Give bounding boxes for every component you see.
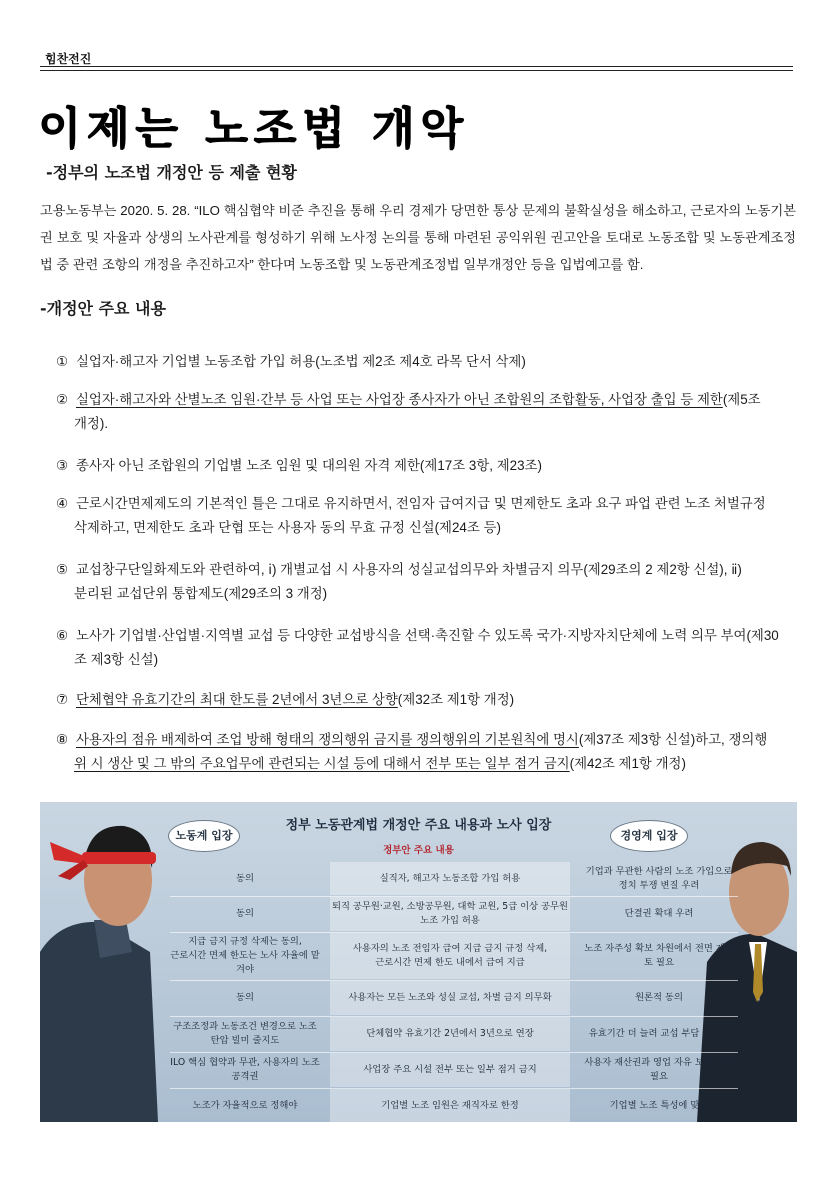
item-text: 종사자 아닌 조합원의 기업별 노조 임원 및 대의원 자격 제한(제17조 3항, 제23조) <box>76 458 542 473</box>
item-number: ⑤ <box>56 562 69 577</box>
section-heading: -개정안 주요 내용 <box>40 299 166 318</box>
item-text: (제5조 <box>722 392 761 407</box>
item-number: ⑥ <box>56 628 69 643</box>
item-underlined-text: 위 시 생산 및 그 밖의 주요업무에 관련되는 시설 등에 대해서 전부 또는 일부 점거 금지 <box>74 756 570 771</box>
gov-cell: 퇴직 공무원·교원, 소방공무원, 대학 교원, 5급 이상 공무원 노조 가입 허용 <box>330 897 570 931</box>
item-text: 노사가 기업별·산업별·지역별 교섭 등 다양한 교섭방식을 선택·촉진할 수 있도록 국가·지방자치단체에 노력 의무 부여(제30 <box>76 628 779 643</box>
business-cell: 기업과 무관한 사람의 노조 가입으로 정치 투쟁 변질 우려 <box>585 865 733 891</box>
item-number: ① <box>56 354 69 369</box>
business-cell: 사용자 재산권과 영업 자유 보호 위해 필요 <box>584 1057 734 1082</box>
table-row <box>170 1017 738 1051</box>
list-item <box>56 388 797 436</box>
item-underlined-text: 사용자의 점유 배제하여 조업 방해 형태의 쟁의행위 금지를 쟁의행위의 기본원칙에 명시 <box>76 732 579 747</box>
table-row <box>170 981 738 1015</box>
header-label: 힘찬전진 <box>45 52 92 66</box>
business-position-label: 경영계 입장 <box>610 820 688 852</box>
gov-cell: 사용자의 노조 전임자 급여 지급 금지 규정 삭제, 근로시간 면제 한도 내에서 급여 지급 <box>330 933 570 979</box>
list-item <box>56 492 797 540</box>
table-row <box>170 897 738 931</box>
business-cell: 유효기간 더 늘려 교섭 부담 줄여야 <box>588 1028 730 1039</box>
item-text: 실업자·해고자 기업별 노동조합 가입 허용(노조법 제2조 제4호 라목 단서 삭제) <box>76 354 526 369</box>
table-row <box>170 1053 738 1087</box>
item-number: ③ <box>56 458 69 473</box>
item-text: (제32조 제1항 개정) <box>397 692 515 707</box>
labor-cell: 지급 금지 규정 삭제는 동의, 근로시간 면제 한도는 노사 자율에 맡겨야 <box>170 936 320 975</box>
business-cell: 노조 자주성 확보 차원에서 전면 재검토 필요 <box>584 943 734 968</box>
list-item <box>56 688 797 712</box>
labor-cell: ILO 핵심 협약과 무관, 사용자의 노조 공격권 <box>170 1057 320 1082</box>
labor-cell: 노조가 자율적으로 정해야 <box>192 1100 298 1111</box>
list-item <box>56 350 797 374</box>
table-row <box>170 933 738 979</box>
item-number: ④ <box>56 496 69 511</box>
item-continuation: 개정). <box>74 416 109 431</box>
labor-cell: 동의 <box>236 908 254 919</box>
list-item <box>56 558 797 606</box>
item-underlined-text: 단체협약 유효기간의 최대 한도를 2년에서 3년으로 상향 <box>76 692 398 707</box>
item-number: ⑦ <box>56 692 69 707</box>
labor-cell: 동의 <box>236 992 254 1003</box>
list-item <box>56 728 797 776</box>
item-number: ⑧ <box>56 732 69 747</box>
page-title: 이제는 노조법 개악 <box>38 103 469 154</box>
business-cell: 단결권 확대 우려 <box>624 908 694 919</box>
gov-cell: 사용자는 모든 노조와 성실 교섭, 차별 금지 의무화 <box>330 981 570 1015</box>
gov-cell: 기업별 노조 임원은 재직자로 한정 <box>330 1089 570 1122</box>
business-cell: 기업별 노조 특성에 맞음 <box>609 1100 709 1111</box>
item-number: ② <box>56 392 69 407</box>
labor-cell: 동의 <box>236 872 254 884</box>
item-continuation: 위 시 생산 및 그 밖의 주요업무에 관련되는 시설 등에 대해서 전부 또는 일부 점거 금지(제42조 제1항 개정) <box>74 756 686 771</box>
intro-paragraph: 고용노동부는 2020. 5. 28. “ILO 핵심협약 비준 추진을 통해 우리 경제가 당면한 통상 문제의 불확실성을 해소하고, 근로자의 노동기본권 보호 및 자율과 상생의 노사관계를 형성하기 위해 노사정 논의를 통해 마련된 공익위원 권고안을 토대로 노동조합 및 노동관계조정법 중 관련 조항의 개정을 추진하고자” 한다며 노동조합 및 노동관계조정법 일부개정안 등을 입법예고를 함. <box>40 203 796 272</box>
item-text: 근로시간면제제도의 기본적인 틀은 그대로 유지하면서, 전임자 급여지급 및 면제한도 초과 요구 파업 관련 노조 처벌규정 <box>76 496 766 511</box>
item-continuation: 분리된 교섭단위 통합제도(제29조의 3 개정) <box>74 586 328 601</box>
list-item <box>56 454 797 478</box>
table-row <box>170 1089 738 1122</box>
gov-cell: 실직자, 해고자 노동조합 가입 허용 <box>330 862 570 895</box>
infographic-title: 정부 노동관계법 개정안 주요 내용과 노사 입장 <box>285 818 552 833</box>
item-underlined-text: 실업자·해고자와 산별노조 임원·간부 등 사업 또는 사업장 종사자가 아닌 조합원의 조합활동, 사업장 출입 등 제한 <box>76 392 723 407</box>
subtitle: -정부의 노조법 개정안 등 제출 현황 <box>46 163 297 182</box>
list-item <box>56 624 797 672</box>
gov-cell: 단체협약 유효기간 2년에서 3년으로 연장 <box>330 1017 570 1051</box>
infographic-subhead: 정부안 주요 내용 <box>383 845 454 856</box>
business-cell: 원론적 동의 <box>635 992 683 1003</box>
header-rule <box>40 66 793 71</box>
infographic <box>40 802 797 1122</box>
item-continuation: 조 제3항 신설) <box>74 652 159 667</box>
item-text: (제37조 제3항 신설)하고, 쟁의행 <box>578 732 768 747</box>
labor-cell: 구조조정과 노동조건 변경으로 노조 탄압 빌미 줄지도 <box>173 1021 317 1046</box>
item-text: 교섭창구단일화제도와 관련하여, ⅰ) 개별교섭 시 사용자의 성실교섭의무와 차별금지 의무(제29조의 2 제2항 신설), ⅱ) <box>76 562 742 577</box>
item-continuation: 삭제하고, 면제한도 초과 단협 또는 사용자 동의 무효 규정 신설(제24조 등) <box>74 520 501 535</box>
table-row <box>170 862 738 895</box>
labor-position-label: 노동계 입장 <box>168 820 240 852</box>
gov-cell: 사업장 주요 시설 전부 또는 일부 점거 금지 <box>330 1053 570 1087</box>
